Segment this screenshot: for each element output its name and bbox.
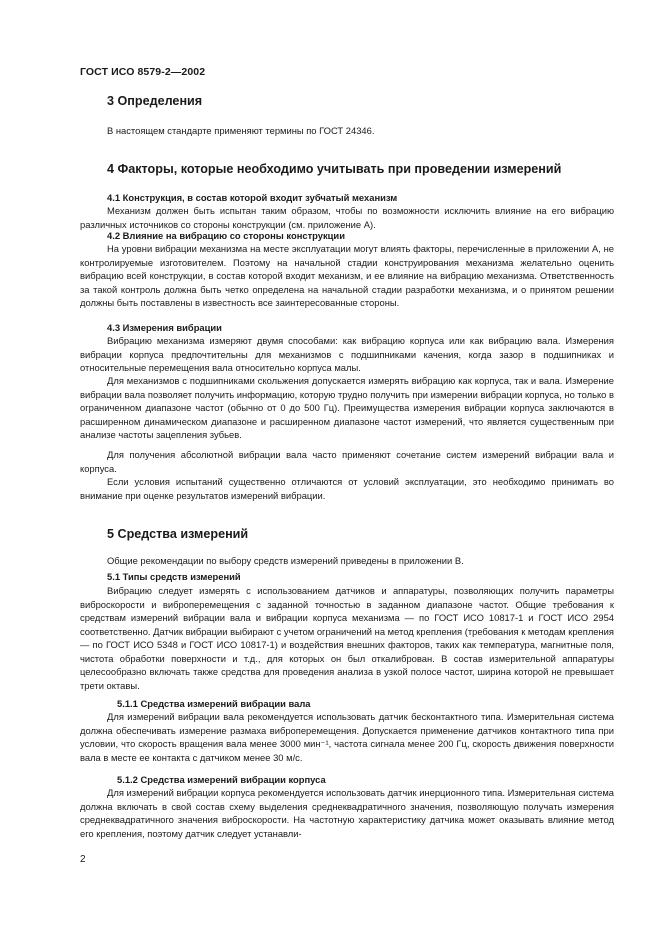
subsection-4-3-paragraph-d: Если условия испытаний существенно отличаются от условий эксплуатации, это необходимо принимать во внимание при оценке результатов измерений вибрации. (80, 476, 614, 501)
subsection-4-2-title: 4.2 Влияние на вибрацию со стороны конструкции (107, 230, 345, 241)
section-5-title: 5 Средства измерений (107, 527, 249, 541)
section-5-paragraph: Общие рекомендации по выбору средств измерений приведены в приложении В. (107, 555, 464, 566)
section-4-title: 4 Факторы, которые необходимо учитывать при проведении измерений (107, 162, 562, 176)
subsection-4-1-title: 4.1 Конструкция, в состав которой входит зубчатый механизм (107, 192, 398, 203)
subsection-5-1-paragraph: Вибрацию следует измерять с использованием датчиков и аппаратуры, позволяющих получить параметры виброскорости и виброперемещения с заданной точностью в заданном диапазоне частот. Общие требования к средствам измерений вибрации вала и вибрации корпуса механизма — по ГОСТ ИСО 10817-1 и ГОСТ ИСО 2954 соответственно. Датчик вибрации выбирают с учетом ограничений на метод крепления (требования к методам крепления — по ГОСТ ИСО 5348 и ГОСТ ИСО 10817-1) и воздействия внешних факторов, таких как температура, магнитные поля, чистота обработки поверхности и т.д., для которых он был откалиброван. В состав измерительной аппаратуры целесообразно включать также средства для проведения анализа в узкой полосе частот, ширина которой не превышает трети октавы. (80, 585, 614, 691)
subsection-4-1-paragraph: Механизм должен быть испытан таким образом, чтобы по возможности исключить влияние на его вибрацию различных источников со стороны конструкции (см. приложение А). (80, 205, 614, 230)
document-header: ГОСТ ИСО 8579-2—2002 (80, 66, 206, 78)
subsection-5-1-2-title: 5.1.2 Средства измерений вибрации корпуса (117, 774, 326, 785)
subsection-4-2-paragraph: На уровни вибрации механизма на месте эксплуатации могут влиять факторы, перечисленные в приложении А, не контролируемые изготовителем. Поэтому на начальной стадии конструирования механизма желательно оценить вибрацию всей конструкции, в состав которой входит механизм, и ее влияние на вибрацию механизма. Ответственность за такой контроль должна быть четко определена на начальной стадии разработки механизма, и о принятом решении должны быть поставлены в известность все заинтересованные стороны. (80, 243, 614, 308)
section-3-title: 3 Определения (107, 94, 203, 108)
subsection-5-1-1-title: 5.1.1 Средства измерений вибрации вала (117, 698, 311, 709)
subsection-5-1-title: 5.1 Типы средств измерений (107, 571, 241, 582)
section-3-paragraph: В настоящем стандарте применяют термины по ГОСТ 24346. (107, 125, 375, 136)
subsection-4-3-paragraph-b: Для механизмов с подшипниками скольжения допускается измерять вибрацию как корпуса, так и вала. Измерение вибрации вала позволяет получить информацию, которую трудно получить при измерении вибрации корпуса, но только в ограниченном диапазоне частот (обычно от 0 до 500 Гц). Преимущества измерения вибрации корпуса заключаются в расширенном динамическом диапазоне и расширенном диапазоне частот измерений, что является существенным при анализе частоты зацепления зубьев. (80, 375, 614, 440)
page-number: 2 (80, 854, 86, 865)
subsection-4-3-paragraph-c: Для получения абсолютной вибрации вала часто применяют сочетание систем измерений вибрации вала и корпуса. (80, 449, 614, 474)
subsection-4-3-paragraph-a: Вибрацию механизма измеряют двумя способами: как вибрацию корпуса или как вибрацию вала. Измерения вибрации корпуса предпочтительны для механизмов с подшипниками качения, когда зазор в подшипниках и относительные перемещения вала относительно корпуса малы. (80, 335, 614, 373)
subsection-5-1-1-paragraph: Для измерений вибрации вала рекомендуется использовать датчик бесконтактного типа. Измерительная система должна обеспечивать измерение размаха виброперемещения. Допускается применение датчиков контактного типа при условии, что скорость вращения вала менее 3000 мин⁻¹, частота сигнала менее 200 Гц, скорость движения поверхности вала в месте ее контакта с датчиком менее 30 м/с. (80, 711, 614, 763)
subsection-4-3-title: 4.3 Измерения вибрации (107, 322, 222, 333)
subsection-5-1-2-paragraph: Для измерений вибрации корпуса рекомендуется использовать датчик инерционного типа. Измерительная система должна включать в свой состав схему выделения среднеквадратичного значения, позволяющую получать измерения среднеквадратичного значения виброскорости. На частотную характеристику датчика может оказывать влияние метод его крепления, поэтому датчик следует устанавли- (80, 787, 614, 839)
